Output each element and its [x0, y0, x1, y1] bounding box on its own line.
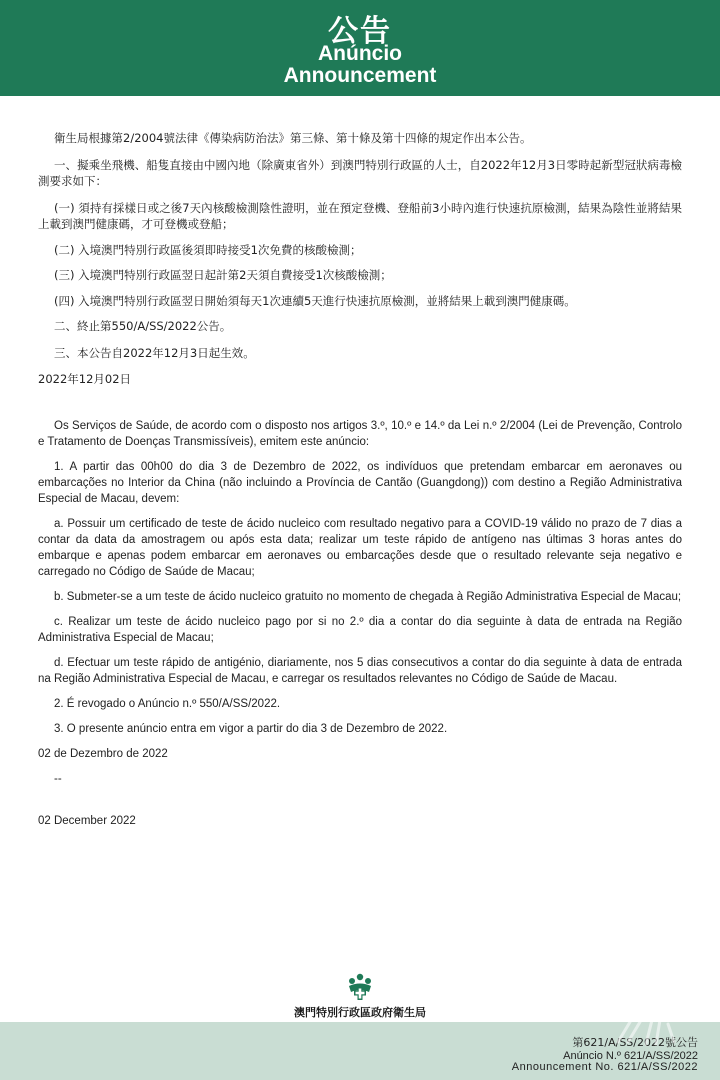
- en-date: 02 December 2022: [38, 814, 136, 827]
- pt-paragraph-1: 1. A partir das 00h00 do dia 3 de Dezembro de 2022, os indivíduos que pretendam embarcar em aeronaves ou embarcações no Interior da China (não incluindo a Província de Cantão (Guangdong)) com destino a Região Administrativa Especial de Macau, devem:: [38, 460, 682, 505]
- zh-paragraph-1: 一、擬乘坐飛機、船隻直接由中國內地（除廣東省外）到澳門特別行政區的人士，自2022年12月3日零時起新型冠狀病毒檢測要求如下：: [38, 157, 682, 188]
- pt-item-a: a. Possuir um certificado de teste de ácido nucleico com resultado negativo para a COVID-19 válido no prazo de 7 dias a contar da data da amostragem ou após esta data; realizar um teste rápido de antígeno nas últimas 3 horas antes do embarque e apenas podem embarcar em aeronaves ou embarcações desde que o resultado relevante seja negativo e carregado no Código de Saúde de Macau;: [38, 517, 682, 578]
- zh-item-3: (三) 入境澳門特別行政區翌日起計第2天須自費接受1次核酸檢測；: [54, 268, 392, 282]
- pt-intro: Os Serviços de Saúde, de acordo com o disposto nos artigos 3.º, 10.º e 14.º da Lei n.º 2/2004 (Lei de Prevenção, Controlo e Tratamento de Doenças Transmissíveis), emitem este anúncio:: [38, 419, 682, 448]
- pt-item-d: d. Efectuar um teste rápido de antigénio, diariamente, nos 5 dias consecutivos a contar do dia seguinte à data de entrada na Região Administrativa Especial de Macau, e carregar os resultados relevantes no Código de Saúde de Macau.: [38, 656, 682, 685]
- title-en: Announcement: [283, 64, 437, 87]
- portuguese-section: [38, 418, 682, 762]
- zh-paragraph-2: 二、終止第550/A/SS/2022公告。: [54, 319, 232, 333]
- pt-item-c: c. Realizar um teste de ácido nucleico pago por si no 2.º dia a contar do dia seguinte à data de entrada na Região Administrativa Especial de Macau;: [38, 615, 682, 644]
- reference-number-en: Announcement No. 621/A/SS/2022: [511, 1061, 698, 1073]
- health-bureau-logo-icon: [345, 972, 375, 1002]
- title-pt: Anúncio: [318, 42, 402, 65]
- zh-item-4: (四) 入境澳門特別行政區翌日開始須每天1次連續5天進行快速抗原檢測，並將結果上載到澳門健康碼。: [54, 293, 576, 308]
- announcement-body: [38, 130, 682, 829]
- title-zh: 公告: [328, 14, 392, 49]
- chinese-section: [38, 130, 682, 388]
- zh-item-1: (一) 須持有採樣日或之後7天內核酸檢測陰性證明，並在預定登機、登船前3小時內進行快速抗原檢測，結果為陰性並將結果上載到澳門健康碼，才可登機或登船；: [38, 200, 682, 231]
- zh-intro: 衛生局根據第2/2004號法律《傳染病防治法》第三條、第十條及第十四條的規定作出本公告。: [54, 131, 532, 145]
- zh-paragraph-3: 三、本公告自2022年12月3日起生效。: [54, 345, 255, 360]
- pt-paragraph-3: 3. O presente anúncio entra em vigor a partir do dia 3 de Dezembro de 2022.: [54, 722, 448, 735]
- issuer-name-zh: 澳門特別行政區政府衛生局: [294, 1006, 426, 1019]
- pt-date: 02 de Dezembro de 2022: [38, 747, 168, 760]
- pt-paragraph-2: 2. É revogado o Anúncio n.º 550/A/SS/2022.: [54, 697, 281, 710]
- pt-item-b: b. Submeter-se a um teste de ácido nucleico gratuito no momento de chegada à Região Administrativa Especial de Macau;: [54, 590, 682, 603]
- reference-number-pt: Anúncio N.º 621/A/SS/2022: [563, 1050, 698, 1062]
- zh-date: 2022年12月02日: [38, 372, 132, 386]
- watermark-icon: [612, 1016, 682, 1046]
- reference-number-zh: 第621/A/SS/2022號公告: [572, 1036, 698, 1049]
- english-separator: --: [54, 772, 62, 785]
- announcement-header: [0, 0, 720, 96]
- zh-item-2: (二) 入境澳門特別行政區後須即時接受1次免費的核酸檢測；: [54, 242, 362, 257]
